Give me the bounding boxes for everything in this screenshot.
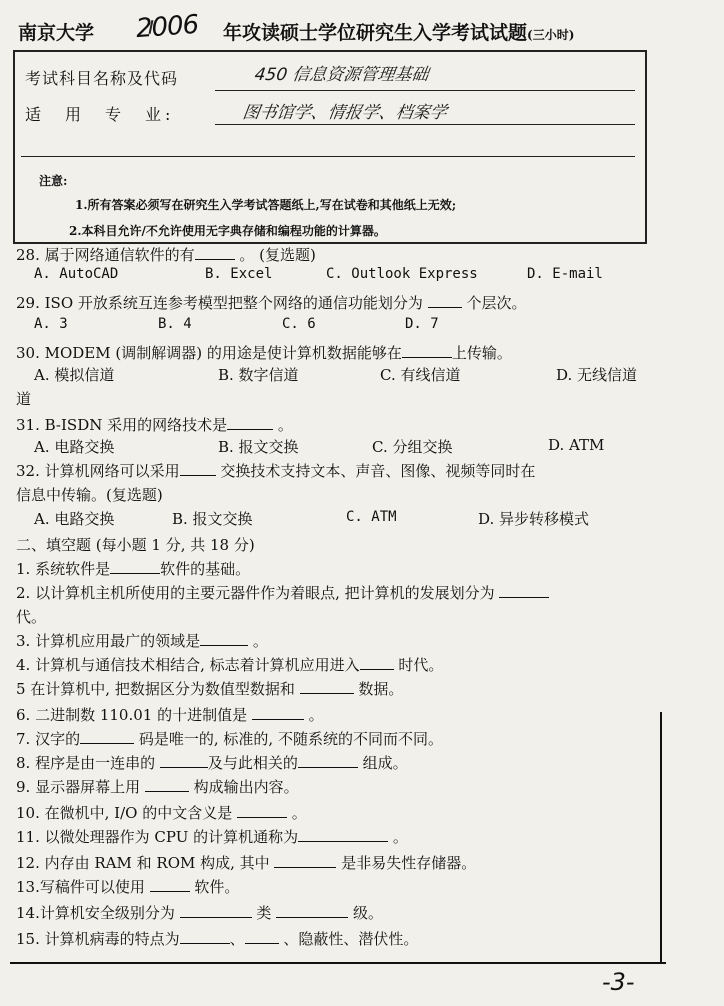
answer-blank <box>227 415 273 430</box>
fill-text: 数据。 <box>358 680 404 698</box>
handwritten-year: 2006 <box>135 9 200 45</box>
subject-label: 考试科目名称及代码 <box>25 69 179 88</box>
fill-question-12 <box>16 852 476 873</box>
fill-text: 12. 内存由 RAM 和 ROM 构成, 其中 <box>16 854 270 872</box>
q28-option-c: C. Outlook Express <box>326 266 478 282</box>
question-tail: 。 (复选题) <box>239 246 316 264</box>
notice-title: 注意: <box>39 174 68 188</box>
answer-blank <box>276 903 348 918</box>
fill-question-14 <box>16 902 383 923</box>
answer-blank <box>360 655 394 670</box>
question-32 <box>16 460 535 481</box>
fill-question-13 <box>16 876 239 897</box>
exam-header <box>18 9 708 48</box>
fill-text: 。 <box>291 804 307 822</box>
question-32-line2: 信息中传输。(复选题) <box>16 486 163 504</box>
q29-option-c: C. 6 <box>282 316 316 332</box>
fill-text: 9. 显示器屏幕上用 <box>16 778 141 796</box>
answer-blank <box>195 245 235 260</box>
fill-text: 。 <box>252 632 268 650</box>
fill-question-3 <box>16 630 268 651</box>
question-stem: 29. ISO 开放系统互连参考模型把整个网络的通信功能划分为 <box>16 294 423 312</box>
fill-question-2-line2: 代。 <box>16 608 47 626</box>
question-stem: 30. MODEM (调制解调器) 的用途是使计算机数据能够在 <box>16 344 402 362</box>
fill-question-9 <box>16 776 299 797</box>
fill-text: 类 <box>256 904 272 922</box>
subject-underline <box>215 90 635 91</box>
answer-blank <box>80 729 134 744</box>
question-tail: 。 <box>277 416 293 434</box>
fill-text: 5 在计算机中, 把数据区分为数值型数据和 <box>16 680 295 698</box>
fill-text: 3. 计算机应用最广的领域是 <box>16 632 201 650</box>
q29-option-b: B. 4 <box>158 316 192 332</box>
answer-blank <box>180 929 230 944</box>
question-tail: 个层次。 <box>466 294 527 312</box>
question-31 <box>16 414 293 435</box>
answer-blank <box>402 343 452 358</box>
question-stem: 28. 属于网络通信软件的有 <box>16 246 195 264</box>
fill-text: 及与此相关的 <box>207 754 298 772</box>
answer-blank <box>237 803 287 818</box>
answer-blank <box>252 705 304 720</box>
exam-info-box <box>13 50 647 244</box>
question-tail: 上传输。 <box>451 344 512 362</box>
fill-question-10 <box>16 802 307 823</box>
q30-option-b: B. 数字信道 <box>218 366 299 384</box>
fill-text: 13.写稿件可以使用 <box>16 878 145 896</box>
question-28 <box>16 244 316 265</box>
fill-question-11 <box>16 826 408 847</box>
q32-option-c: C. ATM <box>346 509 397 525</box>
q30-option-a: A. 模拟信道 <box>34 366 115 384</box>
question-tail: 交换技术支持文本、声音、图像、视频等同时在 <box>220 462 536 480</box>
q32-option-d: D. 异步转移模式 <box>478 510 590 528</box>
question-29 <box>16 292 526 313</box>
fill-text: 码是唯一的, 标准的, 不随系统的不同而不同。 <box>138 730 443 748</box>
q31-option-a: A. 电路交换 <box>34 438 115 456</box>
answer-blank <box>180 903 252 918</box>
fill-text: 15. 计算机病毒的特点为 <box>16 930 180 948</box>
bottom-rule <box>10 962 666 964</box>
fill-text: 是非易失性存储器。 <box>341 854 477 872</box>
q28-option-b: B. Excel <box>205 266 273 282</box>
fill-text: 4. 计算机与通信技术相结合, 标志着计算机应用进入 <box>16 656 360 674</box>
answer-blank <box>298 753 358 768</box>
q31-option-c: C. 分组交换 <box>372 438 453 456</box>
q32-option-b: B. 报文交换 <box>172 510 253 528</box>
answer-blank <box>180 461 216 476</box>
fill-text: 软件。 <box>194 878 240 896</box>
q30-option-c: C. 有线信道 <box>380 366 461 384</box>
q28-option-d: D. E-mail <box>527 266 603 282</box>
fill-question-7 <box>16 728 443 749</box>
fill-text: 11. 以微处理器作为 CPU 的计算机通称为 <box>16 828 299 846</box>
page-number: -3- <box>602 968 635 996</box>
q30-option-d: D. 无线信道 <box>556 366 638 384</box>
question-stem: 31. B-ISDN 采用的网络技术是 <box>16 416 228 434</box>
fill-text: 软件的基础。 <box>160 560 251 578</box>
answer-blank <box>145 777 189 792</box>
q29-option-a: A. 3 <box>34 316 68 332</box>
fill-question-8 <box>16 752 408 773</box>
fill-question-5 <box>16 678 403 699</box>
answer-blank <box>160 753 208 768</box>
answer-blank <box>150 877 190 892</box>
q29-option-d: D. 7 <box>405 316 439 332</box>
fill-text: 。 <box>392 828 408 846</box>
fill-text: 7. 汉字的 <box>16 730 81 748</box>
exam-title-text: 年攻读硕士学位研究生入学考试试题 <box>223 22 528 44</box>
answer-blank <box>300 679 354 694</box>
question-stem: 32. 计算机网络可以采用 <box>16 462 180 480</box>
fill-text: 6. 二进制数 110.01 的十进制值是 <box>16 706 248 724</box>
answer-blank <box>200 631 248 646</box>
question-30 <box>16 342 512 363</box>
fill-question-1 <box>16 558 250 579</box>
answer-blank <box>245 929 279 944</box>
fill-text: 1. 系统软件是 <box>16 560 111 578</box>
fill-text: 10. 在微机中, I/O 的中文含义是 <box>16 804 233 822</box>
q31-option-b: B. 报文交换 <box>218 438 299 456</box>
fill-text: 构成输出内容。 <box>193 778 299 796</box>
fill-question-4 <box>16 654 443 675</box>
fill-question-15 <box>16 928 418 949</box>
major-label: 适 用 专 业: <box>25 105 175 124</box>
fill-text: 8. 程序是由一连串的 <box>16 754 156 772</box>
major-value: 图书馆学、情报学、档案学 <box>241 103 449 123</box>
fill-text: 级。 <box>353 904 384 922</box>
q30-option-d-wrap: 道 <box>16 390 32 408</box>
q31-option-d: D. ATM <box>548 436 605 454</box>
fill-text: 。 <box>308 706 324 724</box>
q32-option-a: A. 电路交换 <box>34 510 115 528</box>
fill-text: 组成。 <box>362 754 408 772</box>
notice-item-2: 2.本科目允许/不允许使用无字典存储和编程功能的计算器。 <box>69 224 386 238</box>
notice-item-1: 1.所有答案必须写在研究生入学考试答题纸上,写在试卷和其他纸上无效; <box>75 198 457 212</box>
fill-text: 时代。 <box>398 656 444 674</box>
answer-blank <box>110 559 160 574</box>
fill-text: 2. 以计算机主机所使用的主要元器件作为着眼点, 把计算机的发展划分为 <box>16 584 495 602</box>
fill-question-6 <box>16 704 324 725</box>
margin-line <box>660 712 662 962</box>
blank-line <box>21 156 635 157</box>
fill-question-2 <box>16 582 549 603</box>
major-underline <box>215 124 635 125</box>
section-2-title: 二、填空题 (每小题 1 分, 共 18 分) <box>16 536 255 554</box>
q28-option-a: A. AutoCAD <box>34 266 119 282</box>
fill-text: 、隐蔽性、潜伏性。 <box>283 930 419 948</box>
answer-blank <box>274 853 336 868</box>
answer-blank <box>298 827 388 842</box>
answer-blank <box>428 293 462 308</box>
answer-blank <box>499 583 549 598</box>
fill-text: 14.计算机安全级别分为 <box>16 904 175 922</box>
exam-duration: (三小时) <box>527 28 575 42</box>
subject-value: 450 信息资源管理基础 <box>253 65 430 85</box>
fill-text: 、 <box>229 930 245 948</box>
university-name: 南京大学 <box>18 22 95 44</box>
exam-title <box>223 18 574 45</box>
